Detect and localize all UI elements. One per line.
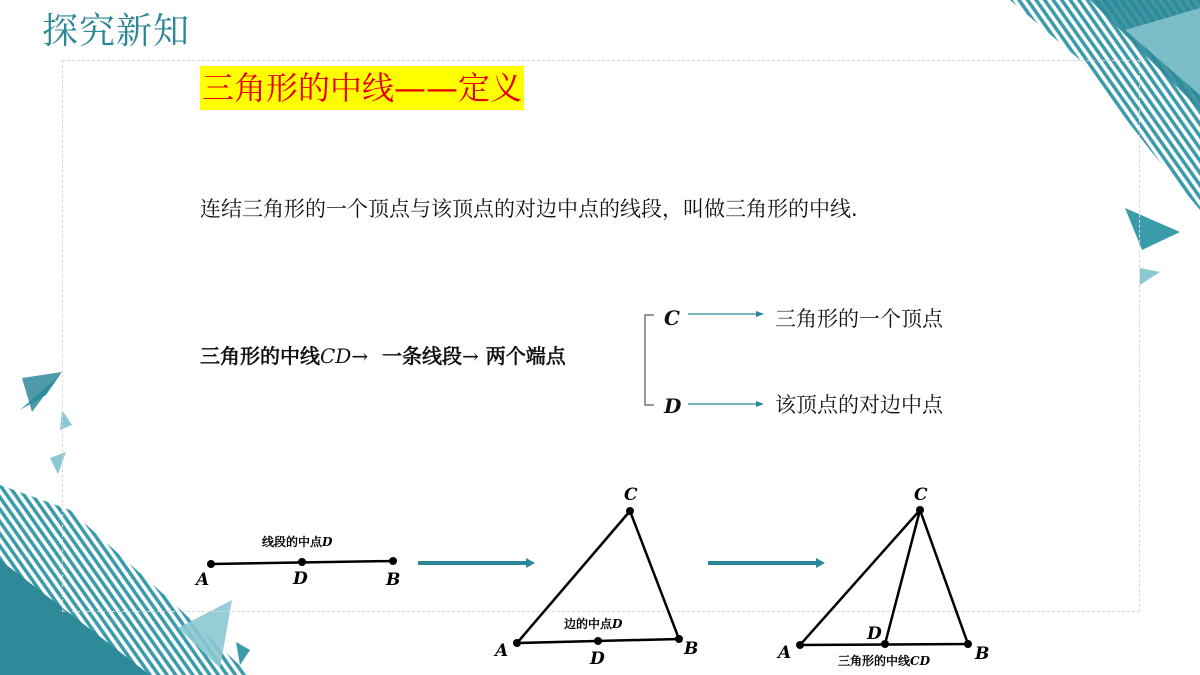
definition-text: 连结三角形的一个顶点与该顶点的对边中点的线段，叫做三角形的中线. bbox=[200, 197, 858, 221]
triangle2-label-c: C bbox=[624, 485, 638, 505]
diagram-segment bbox=[194, 534, 400, 590]
diagram-arrow-2 bbox=[708, 558, 825, 568]
triangle2-label-d: D bbox=[590, 649, 605, 669]
endpoint-desc-c: 三角形的一个顶点 bbox=[775, 307, 943, 331]
triangle3-label-c: C bbox=[914, 485, 928, 505]
endpoint-label-c: C bbox=[664, 306, 680, 330]
chain-part3: 两个端点 bbox=[485, 344, 566, 368]
chain-part1-var: CD bbox=[320, 344, 352, 368]
triangle2-label-b: B bbox=[684, 639, 699, 659]
triangle2-caption: 边的中点D bbox=[564, 617, 623, 631]
triangle3-label-b: B bbox=[975, 644, 990, 664]
segment-label-a: A bbox=[196, 570, 210, 590]
triangle2-label-a: A bbox=[495, 641, 509, 661]
chain-arrow-1: → bbox=[351, 344, 369, 368]
diagram-triangle-median bbox=[776, 485, 989, 668]
endpoint-label-d: D bbox=[664, 394, 682, 418]
triangle3-caption: 三角形的中线CD bbox=[838, 654, 930, 668]
chain-arrow-2: → bbox=[462, 344, 479, 368]
section-title: 探究新知 bbox=[42, 11, 191, 52]
triangle3-label-a: A bbox=[778, 643, 792, 663]
diagram-arrow-1 bbox=[418, 558, 535, 568]
diagram-triangle-midpoint bbox=[493, 485, 698, 669]
chain-part1: 三角形的中线 bbox=[200, 344, 320, 368]
definition-heading: 三角形的中线——定义 bbox=[200, 66, 524, 110]
chain-part2: 一条线段 bbox=[382, 344, 463, 368]
segment-label-d: D bbox=[293, 569, 308, 589]
endpoint-desc-d: 该顶点的对边中点 bbox=[775, 393, 943, 417]
segment-label-b: B bbox=[386, 570, 401, 590]
segment-caption: 线段的中点D bbox=[262, 535, 333, 549]
triangle3-label-d: D bbox=[867, 624, 882, 644]
